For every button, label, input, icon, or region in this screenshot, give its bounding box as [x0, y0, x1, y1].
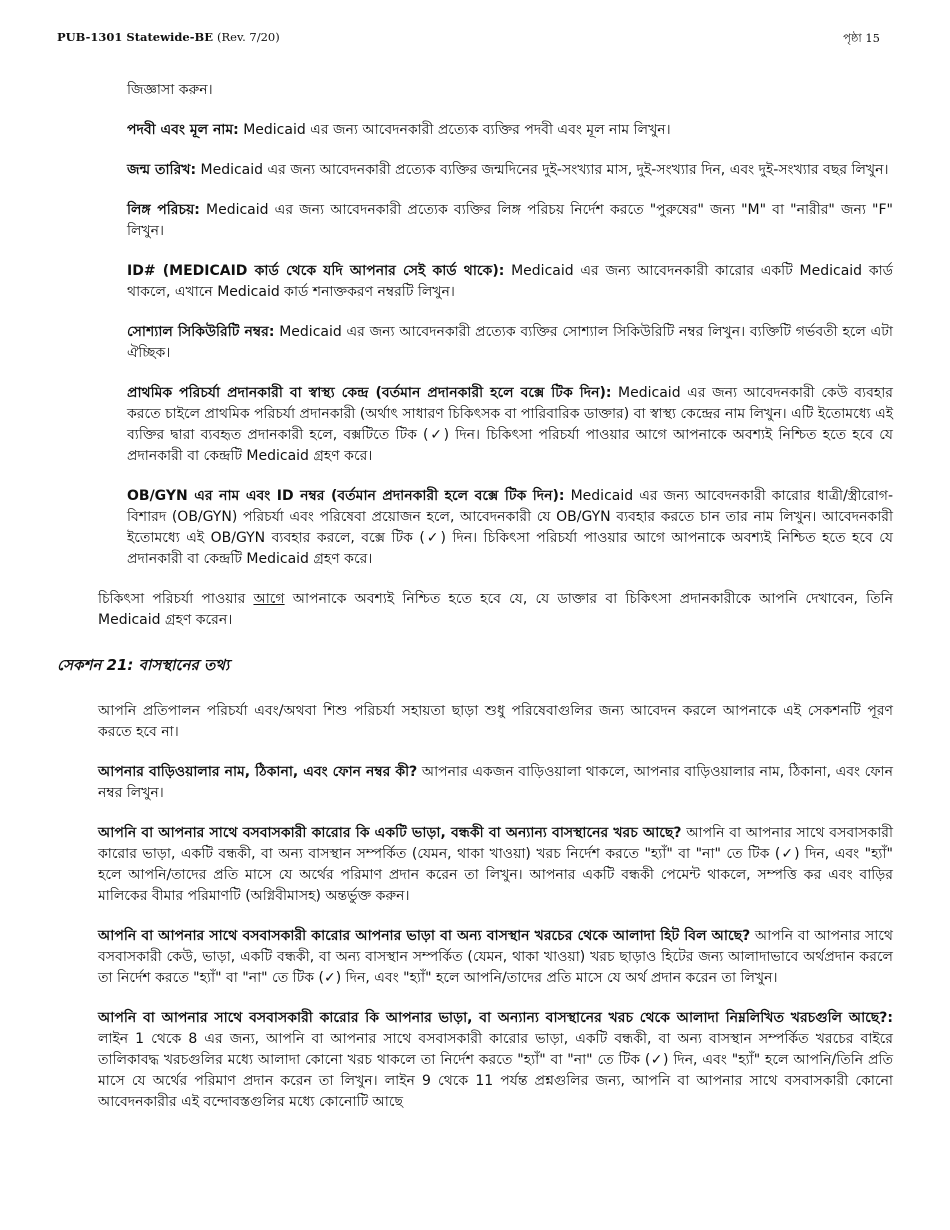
form-number: PUB-1301 Statewide-BE [57, 30, 213, 44]
field-heading: পদবী এবং মূল নাম: [127, 122, 239, 138]
paragraph-text: Medicaid এর জন্য আবেদনকারী প্রত্যেক ব্যক্তির জন্মদিনের দুই-সংখ্যার মাস, দুই-সংখ্যার দিন, এবং দুই-সংখ্যার বছর লিখুন। [196, 162, 889, 178]
paragraph-text: Medicaid এর জন্য আবেদনকারী প্রত্যেক ব্যক্তির পদবী এবং মূল নাম লিখুন। [238, 122, 671, 138]
document-body [0, 80, 950, 1113]
notice-text: আপনাকে অবশ্যই নিশ্চিত হতে হবে যে, যে ডাক্তার বা চিকিৎসা প্রদানকারীকে আপনি দেখাবেন, তিনি Medicaid গ্রহণ করেন। [98, 591, 893, 628]
field-description-gender [127, 200, 893, 242]
field-heading: OB/GYN এর নাম এবং ID নম্বর (বর্তমান প্রদানকারী হলে বক্সে টিক দিন): [127, 488, 565, 504]
field-heading: ID# (MEDICAID কার্ড থেকে যদি আপনার সেই কার্ড থাকে): [127, 263, 505, 279]
continued-text [127, 80, 893, 101]
paragraph-text: জিজ্ঞাসা করুন। [127, 82, 213, 98]
paragraph-text: আপনি প্রতিপালন পরিচর্যা এবং/অথবা শিশু পরিচর্যা সহায়তা ছাড়া শুধু পরিষেবাগুলির জন্য আবেদন করলে আপনাকে এই সেকশনটি পূরণ করতে হবে না। [98, 703, 893, 740]
provider-notice [98, 589, 893, 631]
question-heading: আপনার বাড়িওয়ালার নাম, ঠিকানা, এবং ফোন নম্বর কী? [98, 764, 418, 780]
field-heading: লিঙ্গ পরিচয়: [127, 202, 200, 218]
paragraph-text: Medicaid এর জন্য আবেদনকারী প্রত্যেক ব্যক্তির লিঙ্গ পরিচয় নির্দেশ করতে "পুরুষের" জন্য "M" বা "নারীর" জন্য "F" লিখুন। [127, 202, 893, 239]
paragraph-text: আপনি বা আপনার সাথে বসবাসকারী কেউ, ভাড়া, একটি বন্ধকী, বা অন্য বাসস্থান সম্পর্কিত (যেমন, থাকা খাওয়া) খরচ ছাড়াও হিটের জন্য আলাদাভাবে অর্থপ্রদান করলে তা নির্দেশ করতে "হ্যাঁ" বা "না" তে টিক (✓) দিন, এবং "হ্যাঁ" হলে আপনি/তাদের প্রতি মাসে যে অর্থ প্রদান করেন তা লিখুন। [98, 928, 893, 986]
field-description-obgyn [127, 486, 893, 570]
field-description-birthdate [127, 160, 893, 181]
question-heading: আপনি বা আপনার সাথে বসবাসকারী কারোর কি একটি ভাড়া, বন্ধকী বা অন্যান্য বাসস্থানের খরচ আছে? [98, 825, 682, 841]
field-description-ssn [127, 322, 893, 364]
paragraph-text: Medicaid এর জন্য আবেদনকারী প্রত্যেক ব্যক্তির সোশ্যাল সিকিউরিটি নম্বর লিখুন। ব্যক্তিটি গর্ভবতী হলে এটা ঐচ্ছিক। [127, 324, 893, 361]
page-number: পৃষ্ঠা 15 [843, 31, 880, 45]
question-heading: আপনি বা আপনার সাথে বসবাসকারী কারোর কি আপনার ভাড়া, বা অন্যান্য বাসস্থানের খরচ থেকে আলাদা নিম্নলিখিত খরচগুলি আছে?: [98, 1010, 893, 1026]
question-housing-cost [98, 823, 893, 907]
question-heat-bill [98, 926, 893, 989]
page-header [57, 30, 880, 48]
question-heading: আপনি বা আপনার সাথে বসবাসকারী কারোর আপনার ভাড়া বা অন্য বাসস্থান খরচের থেকে আলাদা হিট বিল আছে? [98, 928, 751, 944]
paragraph-text: আপনার একজন বাড়িওয়ালা থাকলে, আপনার বাড়িওয়ালার নাম, ঠিকানা, এবং ফোন নম্বর লিখুন। [98, 764, 893, 801]
notice-emphasis: আগে [253, 591, 285, 607]
paragraph-text: লাইন 1 থেকে 8 এর জন্য, আপনি বা আপনার সাথে বসবাসকারী কারোর ভাড়া, একটি বন্ধকী, বা অন্য বাসস্থান সম্পর্কিত খরচের বাইরে তালিকাবদ্ধ খরচগুলির মধ্যে আলাদা কোনো খরচ থাকলে তা নির্দেশ করতে "হ্যাঁ" বা "না" তে টিক (✓) দিন, এবং "হ্যাঁ" হলে আপনি/তিনি প্রতি মাসে যে অর্থের পরিমাণ প্রদান করেন তা লিখুন। লাইন 9 থেকে 11 পর্যন্ত প্রশ্নগুলির জন্য, আপনি বা আপনার সাথে বসবাসকারী কোনো আবেদনকারীর এই বন্দোবস্তগুলির মধ্যে কোনোটি আছে [98, 1031, 893, 1110]
section-title: সেকশন 21: বাসস্থানের তথ্য [57, 656, 230, 674]
form-revision: (Rev. 7/20) [217, 30, 280, 44]
field-description-medicaid-id [127, 261, 893, 303]
notice-text: চিকিৎসা পরিচর্যা পাওয়ার [98, 591, 254, 607]
question-other-costs [98, 1008, 893, 1113]
section-intro [98, 701, 893, 743]
paragraph-text: Medicaid এর জন্য আবেদনকারী কেউ ব্যবহার করতে চাইলে প্রাথমিক পরিচর্যা প্রদানকারী (অর্থাৎ সাধারণ চিকিৎসক বা পারিবারিক ডাক্তার) বা স্বাস্থ্য কেন্দ্রের নাম লিখুন। এটি ইতোমধ্যে এই ব্যক্তির দ্বারা ব্যবহৃত প্রদানকারী হলে, বক্সটিতে টিক (✓) দিন। চিকিৎসা পরিচর্যা পাওয়ার আগে আপনাকে অবশ্যই নিশ্চিত হতে হবে যে প্রদানকারী বা কেন্দ্রটি Medicaid গ্রহণ করে। [127, 385, 893, 464]
field-heading: সোশ্যাল সিকিউরিটি নম্বর: [127, 324, 275, 340]
paragraph-text: Medicaid এর জন্য আবেদনকারী কারোর ধাত্রী/স্ত্রীরোগ-বিশারদ (OB/GYN) পরিচর্যা এবং পরিষেবা প্রয়োজন হলে, আবেদনকারী যে OB/GYN ব্যবহার করতে চান তার নাম লিখুন। আবেদনকারী ইতোমধ্যে এই OB/GYN ব্যবহার করলে, বক্সে টিক (✓) দিন। চিকিৎসা পরিচর্যা পাওয়ার আগে আপনাকে অবশ্যই নিশ্চিত হতে হবে যে প্রদানকারী বা কেন্দ্রটি Medicaid গ্রহণ করে। [127, 488, 894, 567]
question-landlord [98, 762, 893, 804]
field-heading: জন্ম তারিখ: [127, 162, 197, 178]
paragraph-text: Medicaid এর জন্য আবেদনকারী কারোর একটি Medicaid কার্ড থাকলে, এখানে Medicaid কার্ড শনাক্তকরণ নম্বরটি লিখুন। [127, 263, 893, 300]
field-description-surname [127, 120, 893, 141]
paragraph-text: আপনি বা আপনার সাথে বসবাসকারী কারোর ভাড়া, একটি বন্ধকী, বা অন্য বাসস্থান সম্পর্কিত (যেমন, থাকা খাওয়া) খরচ নির্দেশ করতে "হ্যাঁ" বা "না" তে টিক (✓) দিন, এবং "হ্যাঁ" হলে আপনি/তাদের প্রতি মাসে যে অর্থের পরিমাণ প্রদান করেন তা লিখুন। আপনার একটি বন্ধকী পেমেন্ট থাকলে, সম্পত্তি কর এবং বাড়ির মালিকের বীমার পরিমাণটি (অগ্নিবীমাসহ) অন্তর্ভুক্ত করুন। [98, 825, 893, 904]
field-description-primary-care [127, 383, 893, 467]
form-identifier [57, 30, 280, 44]
field-heading: প্রাথমিক পরিচর্যা প্রদানকারী বা স্বাস্থ্য কেন্দ্র (বর্তমান প্রদানকারী হলে বক্সে টিক দিন): [127, 385, 612, 401]
